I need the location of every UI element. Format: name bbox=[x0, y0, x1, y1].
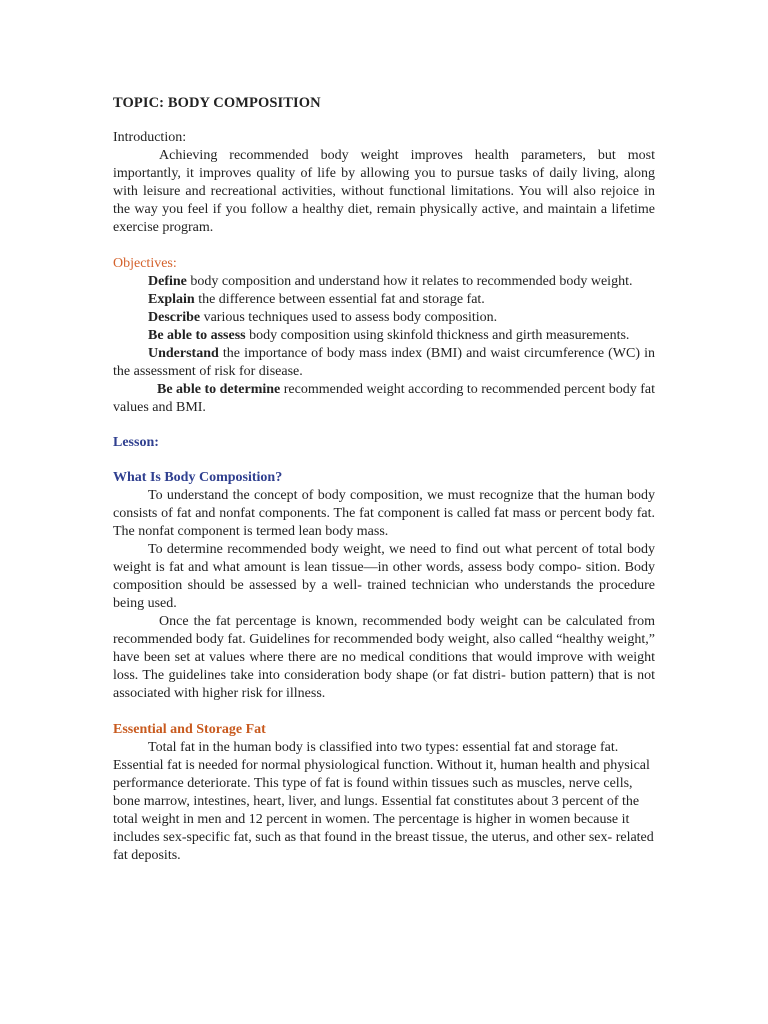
objective-item bbox=[113, 291, 655, 309]
document-page bbox=[113, 94, 655, 865]
objective-item bbox=[113, 327, 655, 345]
section-paragraph: Once the fat percentage is known, recommended body weight can be calculated from recommended body fat. Guidelines for recommended body weight, also called “healthy weight,” have been set at values where there are no medical conditions that would improve with weight loss. The guidelines take into consideration body shape (or fat distri- bution pattern) that is not associated with higher risk for illness. bbox=[113, 614, 655, 701]
objective-verb: Understand bbox=[148, 346, 219, 361]
objective-verb: Define bbox=[148, 274, 187, 289]
objective-text: the importance of body mass index (BMI) and waist circumference (WC) in the assessment of risk for disease. bbox=[113, 346, 655, 379]
objective-verb: Describe bbox=[148, 310, 201, 325]
objective-item bbox=[113, 345, 655, 381]
objectives-label: Objectives: bbox=[113, 256, 177, 271]
objective-item bbox=[113, 381, 655, 417]
introduction-paragraph: Achieving recommended body weight improves health parameters, but most importantly, it improves quality of life by allowing you to pursue tasks of daily living, along with leisure and recreational activities, without functional limitations. You will also rejoice in the way you feel if you follow a healthy diet, remain physically active, and maintain a lifetime exercise program. bbox=[113, 148, 655, 235]
section-paragraph: To determine recommended body weight, we need to find out what percent of total body weight is fat and what amount is lean tissue—in other words, assess body compo- sition. Body composition should be assessed by a well- trained technician who understands the procedure being used. bbox=[113, 542, 655, 611]
section-paragraph: To understand the concept of body composition, we must recognize that the human body consists of fat and nonfat components. The fat component is called fat mass or percent body fat. The nonfat component is termed lean body mass. bbox=[113, 488, 655, 539]
section-heading-body-composition: What Is Body Composition? bbox=[113, 470, 283, 485]
objective-text: body composition using skinfold thickness and girth measurements. bbox=[245, 328, 630, 343]
objective-item bbox=[113, 273, 655, 291]
objective-text: the difference between essential fat and storage fat. bbox=[194, 292, 485, 307]
document-title: TOPIC: BODY COMPOSITION bbox=[113, 95, 321, 111]
objective-text: body composition and understand how it relates to recommended body weight. bbox=[186, 274, 633, 289]
objective-text: recommended weight according to recommended percent body fat values and BMI. bbox=[113, 382, 655, 415]
section-heading-essential-storage-fat: Essential and Storage Fat bbox=[113, 722, 266, 737]
introduction-label: Introduction: bbox=[113, 130, 187, 145]
objective-verb: Be able to assess bbox=[148, 328, 246, 343]
objective-verb: Explain bbox=[148, 292, 195, 307]
section-paragraph: Total fat in the human body is classified into two types: essential fat and storage fat. Essential fat is needed for normal physiological function. Without it, human health and physical performance deteriorate. This type of fat is found within tissues such as muscles, nerve cells, bone marrow, intestines, heart, liver, and lungs. Essential fat constitutes about 3 percent of the total weight in men and 12 percent in women. The percentage is higher in women because it includes sex-specific fat, such as that found in the breast tissue, the uterus, and other sex- related fat deposits. bbox=[113, 740, 654, 863]
objective-item bbox=[113, 309, 655, 327]
lesson-label: Lesson: bbox=[113, 435, 159, 450]
objective-verb: Be able to determine bbox=[157, 382, 281, 397]
objective-text: various techniques used to assess body composition. bbox=[200, 310, 498, 325]
